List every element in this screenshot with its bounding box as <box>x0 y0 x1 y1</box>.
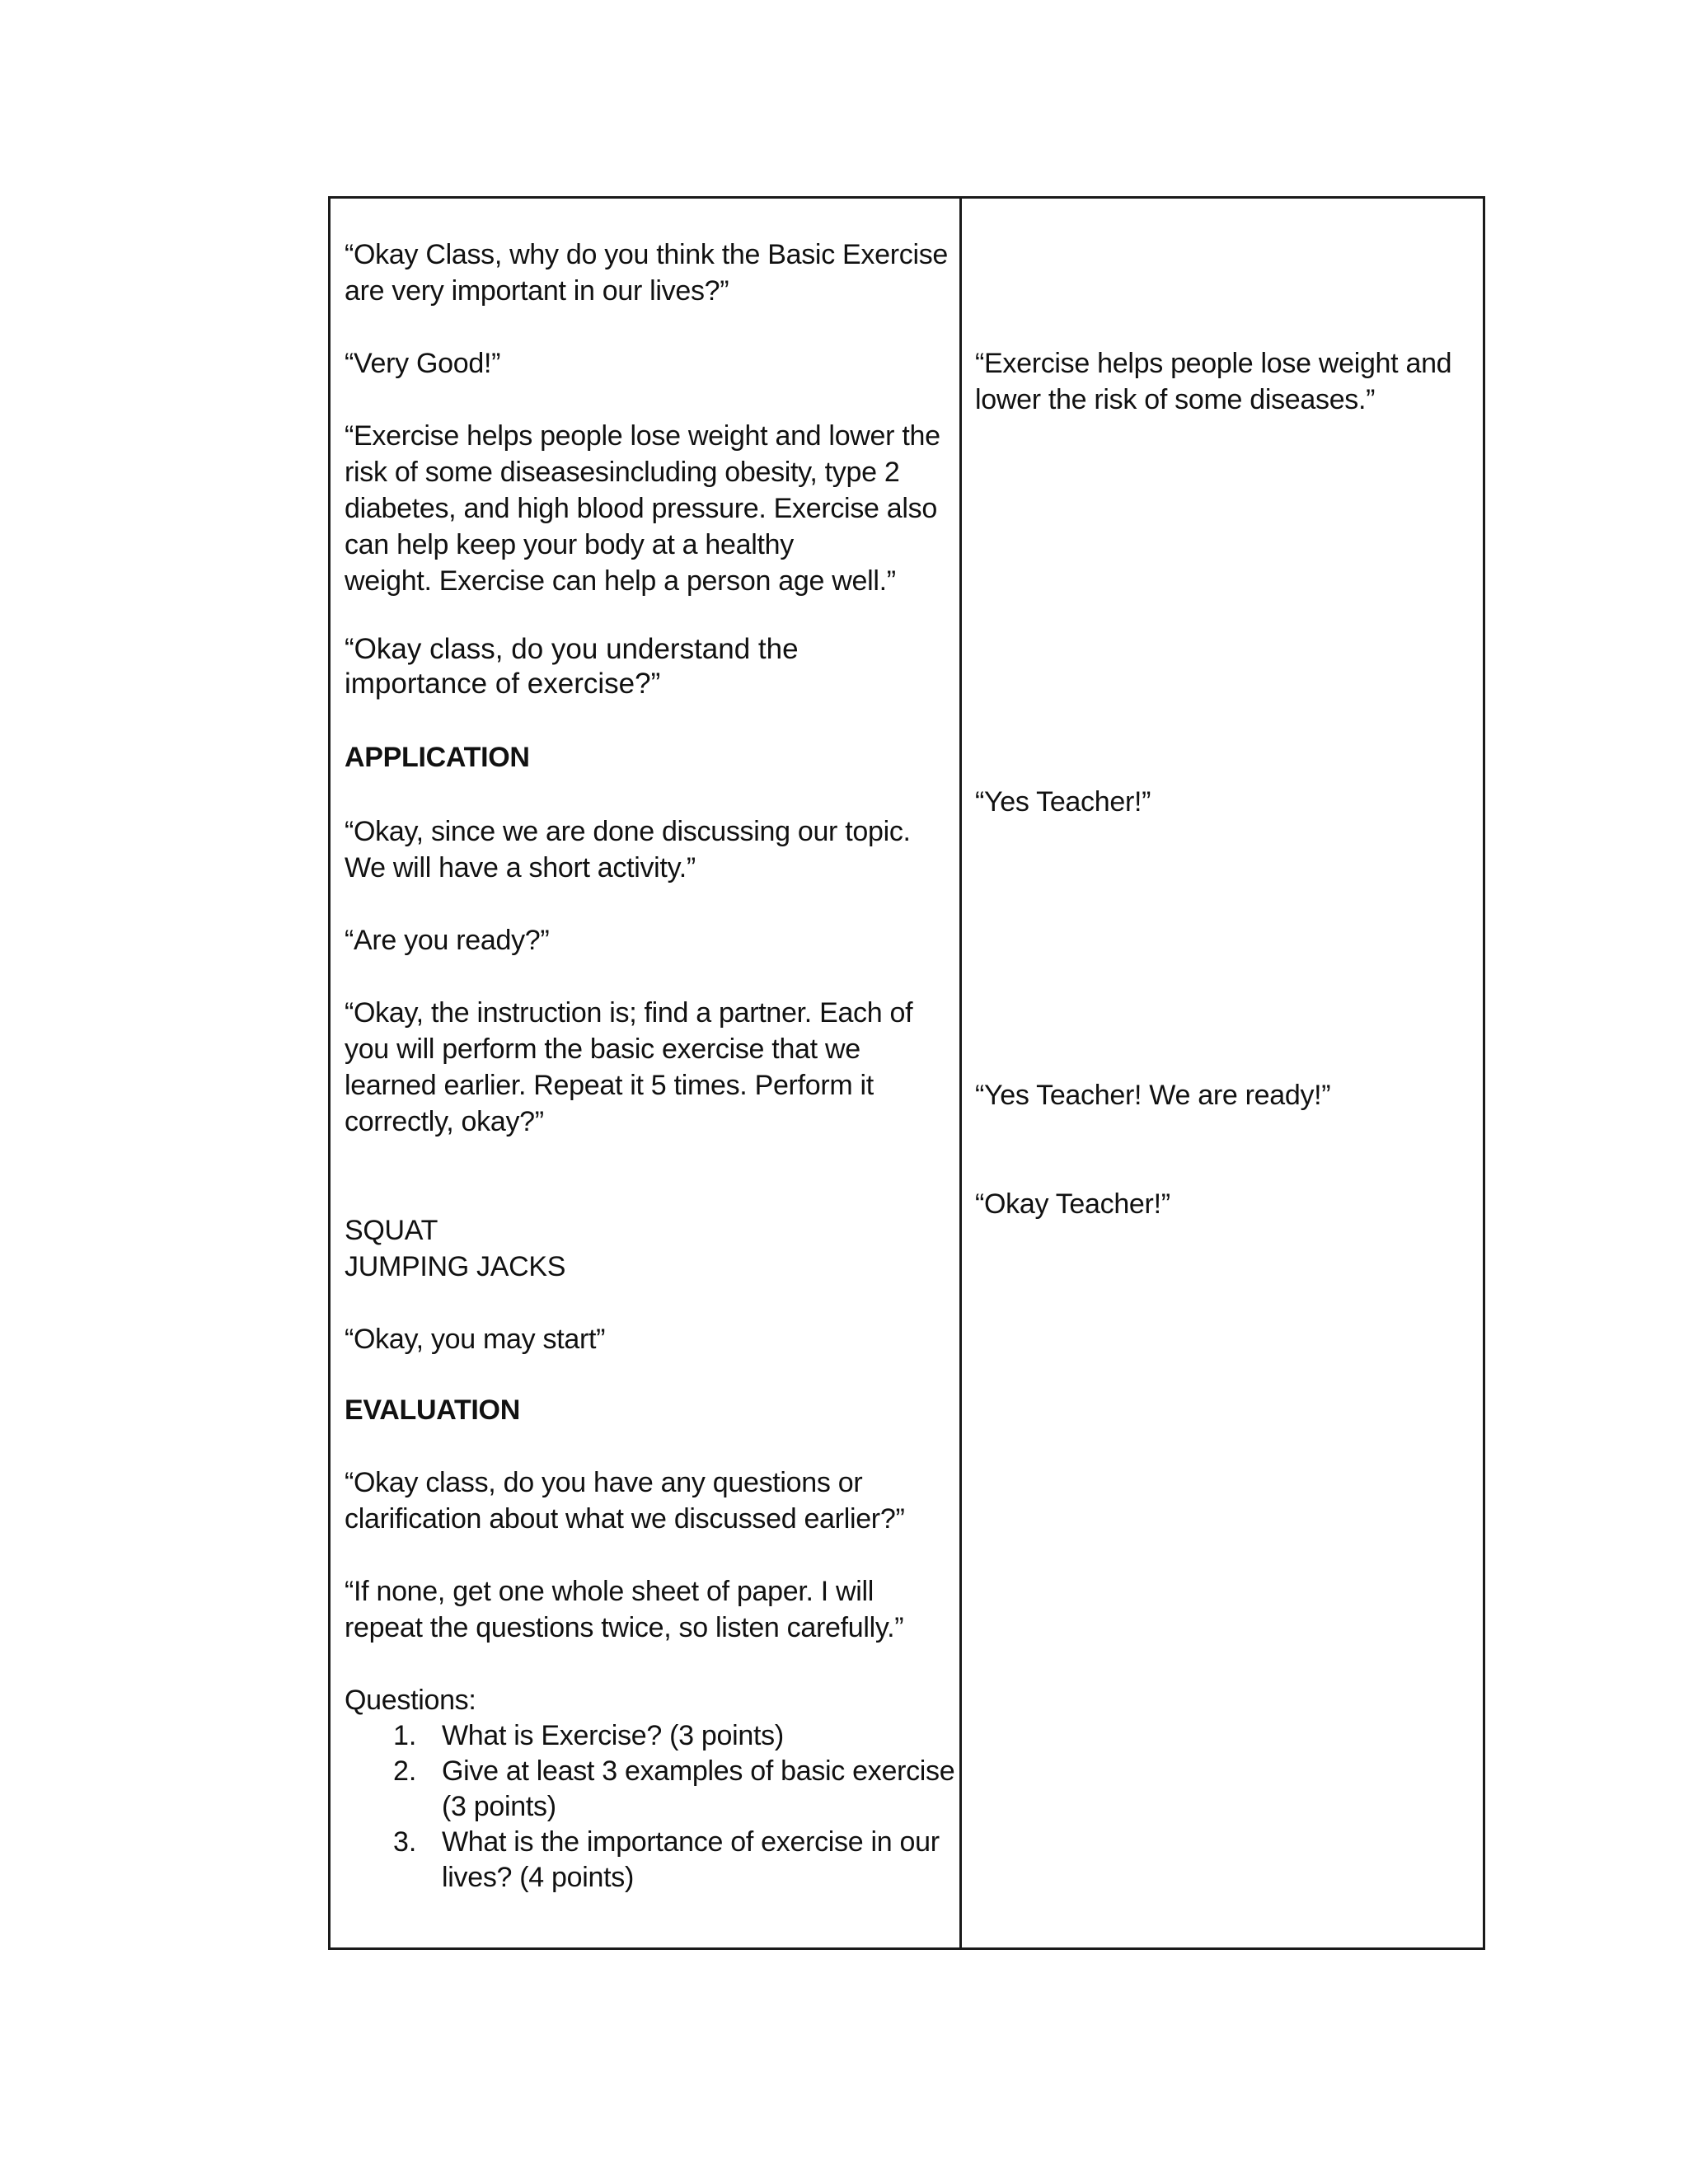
paper-instruction-line-2: repeat the questions twice, so listen carefully.” <box>345 1612 904 1643</box>
praise-very-good: “Very Good!” <box>345 348 501 379</box>
questions-label: Questions: <box>345 1685 476 1716</box>
question-2-text-line-2: (3 points) <box>442 1791 556 1822</box>
activity-intro-line-1: “Okay, since we are done discussing our topic. <box>345 816 911 847</box>
question-3-text-line-2: lives? (4 points) <box>442 1862 634 1893</box>
explanation-line-3: diabetes, and high blood pressure. Exercise also <box>345 493 937 524</box>
instruction-line-2: you will perform the basic exercise that we <box>345 1033 860 1065</box>
question-2-text-line-1: Give at least 3 examples of basic exercise <box>442 1755 955 1787</box>
you-may-start: “Okay, you may start” <box>345 1324 606 1355</box>
question-2-number: 2. <box>393 1755 417 1787</box>
explanation-line-2: risk of some diseasesincluding obesity, type 2 <box>345 457 900 488</box>
clarification-line-2: clarification about what we discussed earlier?” <box>345 1503 905 1535</box>
question-3-text-line-1: What is the importance of exercise in our <box>442 1826 940 1858</box>
question-importance-line-2: are very important in our lives?” <box>345 275 729 307</box>
activity-intro-line-2: We will have a short activity.” <box>345 852 696 883</box>
response-we-are-ready: “Yes Teacher! We are ready!” <box>975 1080 1331 1111</box>
understand-question-line-1: “Okay class, do you understand the <box>345 633 799 665</box>
column-divider <box>959 199 962 1947</box>
question-1-number: 1. <box>393 1720 417 1751</box>
response-yes-teacher: “Yes Teacher!” <box>975 786 1151 818</box>
response-exercise-line-1: “Exercise helps people lose weight and <box>975 348 1452 379</box>
question-importance-line-1: “Okay Class, why do you think the Basic Exercise <box>345 239 949 270</box>
paper-instruction-line-1: “If none, get one whole sheet of paper. I will <box>345 1576 874 1607</box>
instruction-line-3: learned earlier. Repeat it 5 times. Perform it <box>345 1070 874 1101</box>
understand-question-line-2: importance of exercise?” <box>345 668 661 700</box>
clarification-line-1: “Okay class, do you have any questions or <box>345 1467 863 1498</box>
exercise-squat: SQUAT <box>345 1215 438 1246</box>
instruction-line-1: “Okay, the instruction is; find a partner. Each of <box>345 997 913 1029</box>
explanation-line-5: weight. Exercise can help a person age well.” <box>345 565 896 597</box>
explanation-line-4: can help keep your body at a healthy <box>345 529 794 560</box>
lesson-plan-table <box>328 196 1485 1950</box>
instruction-line-4: correctly, okay?” <box>345 1106 544 1137</box>
application-heading: APPLICATION <box>345 742 530 773</box>
evaluation-heading: EVALUATION <box>345 1394 520 1426</box>
response-okay-teacher: “Okay Teacher!” <box>975 1188 1170 1220</box>
exercise-jumping-jacks: JUMPING JACKS <box>345 1251 566 1282</box>
response-exercise-line-2: lower the risk of some diseases.” <box>975 384 1376 415</box>
explanation-line-1: “Exercise helps people lose weight and lower the <box>345 420 940 452</box>
are-you-ready: “Are you ready?” <box>345 925 550 956</box>
question-1-text: What is Exercise? (3 points) <box>442 1720 784 1751</box>
question-3-number: 3. <box>393 1826 417 1858</box>
